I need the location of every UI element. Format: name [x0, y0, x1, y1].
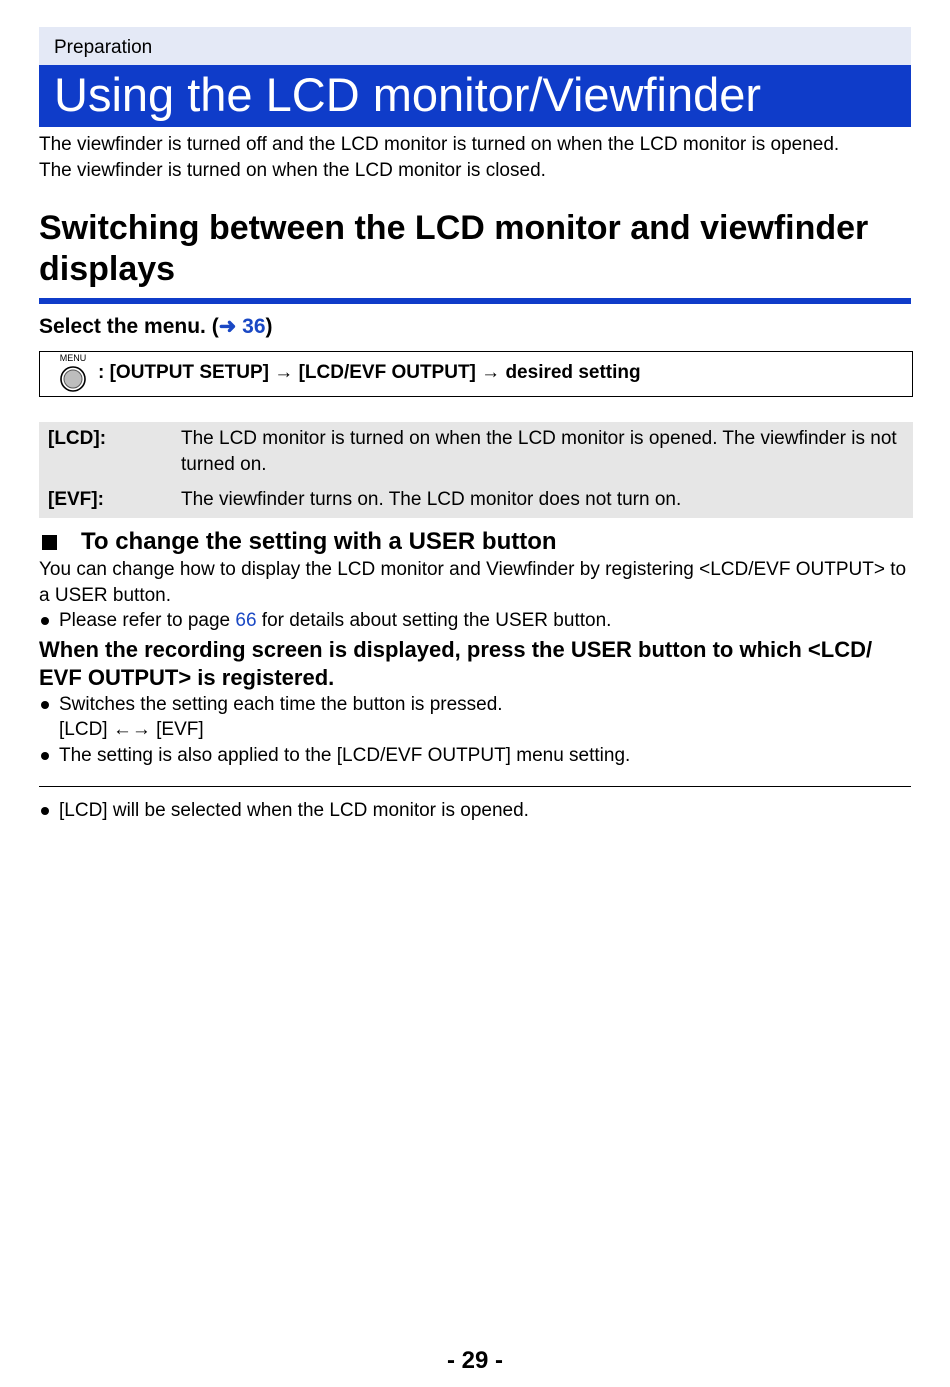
page-reference-number: 36	[242, 315, 266, 338]
toggle-right: [EVF]	[156, 719, 204, 740]
intro-line-2: The viewfinder is turned on when the LCD monitor is closed.	[39, 160, 546, 181]
setting-key: [LCD]:	[48, 428, 107, 449]
list-item-text	[59, 608, 611, 634]
page-reference-link[interactable]	[219, 315, 266, 338]
select-menu-close: )	[265, 315, 273, 338]
page-title: Using the LCD monitor/Viewfinder	[39, 65, 911, 127]
list-item	[39, 743, 911, 769]
setting-key: [EVF]:	[48, 489, 104, 510]
user-button-heading-text: To change the setting with a USER button	[81, 528, 557, 555]
double-arrow-icon: ←→	[112, 719, 151, 740]
setting-row-lcd	[39, 426, 913, 478]
menu-path	[98, 361, 641, 385]
settings-table	[39, 422, 913, 518]
arrow-icon: →	[274, 362, 294, 383]
setting-row-evf	[39, 487, 913, 513]
setting-description: The LCD monitor is turned on when the LCD monitor is opened. The viewfinder is not turned on.	[181, 428, 897, 475]
toggle-left: [LCD]	[59, 719, 108, 740]
refer-prefix: Please refer to page	[59, 610, 236, 631]
manual-page	[39, 27, 911, 824]
switching-heading: Switching between the LCD monitor and viewfinder displays	[39, 208, 911, 304]
select-menu-text: Select the menu. (	[39, 315, 219, 338]
list-item-text: Switches the setting each time the button is pressed.	[59, 693, 503, 715]
arrow-right-icon: ➜	[218, 315, 237, 338]
bullet-icon	[39, 692, 59, 718]
arrow-icon: →	[481, 362, 501, 383]
list-item-text: [LCD] will be selected when the LCD monitor is opened.	[59, 800, 529, 821]
bullet-icon	[39, 608, 59, 634]
user-button-heading	[39, 527, 911, 557]
bullet-icon	[39, 798, 59, 824]
menu-item-lcd-evf-output: [LCD/EVF OUTPUT]	[298, 362, 476, 383]
refer-suffix: for details about setting the USER button.	[256, 610, 612, 631]
list-item-text: The setting is also applied to the [LCD/EVF OUTPUT] menu setting.	[59, 744, 631, 766]
intro-line-1: The viewfinder is turned off and the LCD monitor is turned on when the LCD monitor is opened.	[39, 134, 840, 155]
menu-icon-label: MENU	[59, 353, 87, 363]
list-item	[39, 692, 911, 718]
menu-item-output-setup: : [OUTPUT SETUP]	[98, 362, 269, 383]
user-button-instruction: When the recording screen is displayed, press the USER button to which <LCD/ EVF OUTPUT> is registered.	[39, 636, 873, 690]
toggle-indicator	[39, 717, 911, 743]
list-item	[39, 798, 911, 824]
notes-section	[39, 786, 911, 824]
menu-dial-icon	[60, 366, 86, 392]
select-menu-instruction	[39, 313, 911, 341]
menu-item-desired-setting: desired setting	[505, 362, 641, 383]
section-label: Preparation	[39, 27, 911, 65]
menu-button-icon	[59, 353, 87, 395]
page-number: - 29 -	[446, 1347, 503, 1374]
setting-description: The viewfinder turns on. The LCD monitor does not turn on.	[181, 489, 682, 510]
menu-path-box	[39, 351, 913, 397]
page-66-link[interactable]: 66	[235, 610, 257, 631]
square-bullet-icon	[42, 535, 57, 550]
list-item	[39, 608, 911, 634]
user-button-intro: You can change how to display the LCD monitor and Viewfinder by registering <LCD/EVF OUTPUT> to a USER button.	[39, 559, 907, 606]
bullet-icon	[39, 743, 59, 769]
intro-text	[39, 132, 911, 184]
